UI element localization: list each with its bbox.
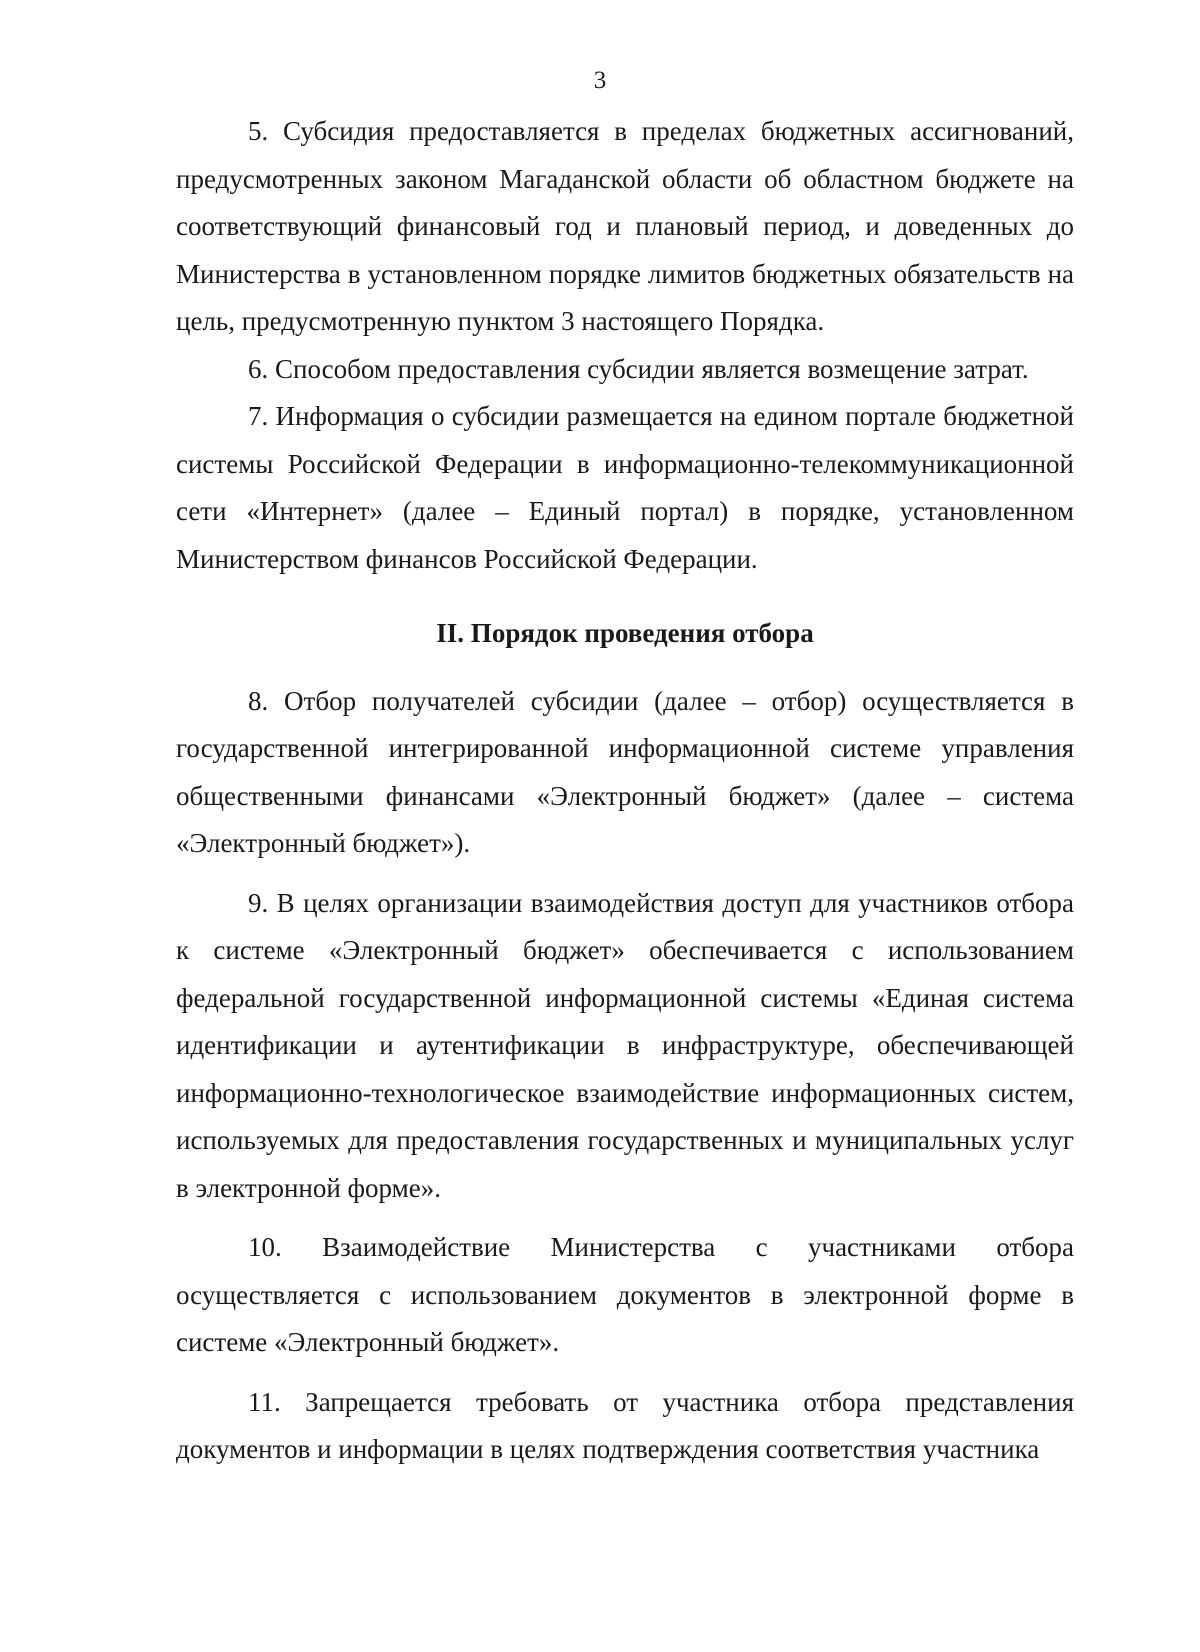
- paragraph-11: 11. Запрещается требовать от участника отбора представления документов и информации в целях подтверждения соответствия участника: [176, 1386, 1074, 1464]
- paragraph-6: 6. Способом предоставления субсидии является возмещение затрат.: [248, 353, 1029, 384]
- paragraph-9: 9. В целях организации взаимодействия доступ для участников отбора к системе «Электронный бюджет» обеспечивается с использованием федеральной государственной информационной системы «Единая система идентификации и аутентификации в инфраструктуре, обеспечивающей информационно-технологическое взаимодействие информационных систем, используемых для предоставления государственных и муниципальных услуг в электронной форме».: [176, 887, 1074, 1203]
- paragraph-5: 5. Субсидия предоставляется в пределах бюджетных ассигнований, предусмотренных законом Магаданской области об областном бюджете на соответствующий финансовый год и плановый период, и доведенных до Министерства в установленном порядке лимитов бюджетных обязательств на цель, предусмотренную пунктом 3 настоящего Порядка.: [176, 116, 1074, 336]
- paragraph-spacer: [176, 1367, 1074, 1379]
- paragraph-8: 8. Отбор получателей субсидии (далее – отбор) осуществляется в государственной интегрированной информационной системе управления общественными финансами «Электронный бюджет» (далее – система «Электронный бюджет»).: [176, 685, 1074, 858]
- section-heading: II. Порядок проведения отбора: [436, 618, 814, 648]
- page-number: 3: [593, 67, 607, 94]
- paragraph-7: 7. Информация о субсидии размещается на едином портале бюджетной системы Российской Федерации в информационно-телекоммуникационной сети «Интернет» (далее – Единый портал) в порядке, установленном Министерством финансов Российской Федерации.: [176, 401, 1074, 574]
- paragraph-10: 10. Взаимодействие Министерства с участниками отбора осуществляется с использованием документов в электронной форме в системе «Электронный бюджет».: [176, 1232, 1074, 1357]
- paragraph-spacer: [176, 1212, 1074, 1224]
- paragraph-spacer: [176, 868, 1074, 880]
- document-body: [176, 108, 1074, 1474]
